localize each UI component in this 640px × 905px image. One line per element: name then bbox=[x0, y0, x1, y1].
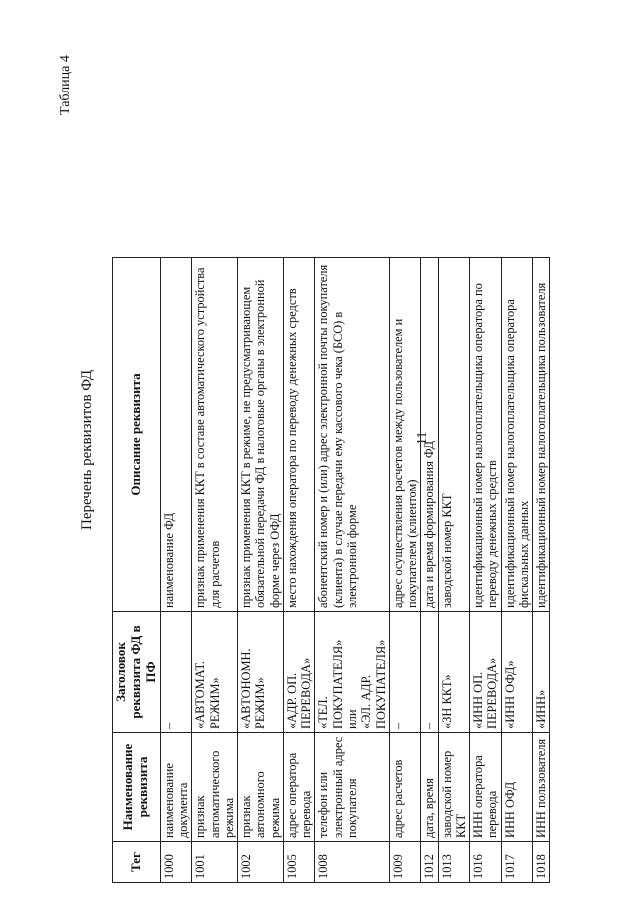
tag-cell: 1002 bbox=[238, 842, 284, 883]
table-row bbox=[533, 258, 550, 883]
tag-cell: 1018 bbox=[533, 842, 550, 883]
header-cell: «ИНН ОФД» bbox=[501, 612, 533, 733]
header-cell: «ИНН» bbox=[533, 612, 550, 733]
description-cell: идентификационный номер налогоплательщика оператора фискальных данных bbox=[501, 258, 533, 612]
column-header-description: Описание реквизита bbox=[113, 258, 161, 612]
description-cell: дата и время формирования ФД bbox=[421, 258, 438, 612]
table-row bbox=[501, 258, 533, 883]
page-number: 11 bbox=[415, 431, 430, 445]
header-cell: «АВТОМАТ. РЕЖИМ» bbox=[192, 612, 238, 733]
description-cell: признак применения ККТ в составе автоматического устройства для расчетов bbox=[192, 258, 238, 612]
tag-cell: 1005 bbox=[283, 842, 315, 883]
name-cell: дата, время bbox=[421, 733, 438, 842]
description-cell: абонентский номер и (или) адрес электронной почты покупателя (клиента) в случае передачи ему кассового чека (БСО) в электронной форме bbox=[315, 258, 389, 612]
description-cell: идентификационный номер налогоплательщика оператора по переводу денежных средств bbox=[470, 258, 502, 612]
table-row bbox=[389, 258, 421, 883]
tag-cell: 1001 bbox=[192, 842, 238, 883]
tag-cell: 1009 bbox=[389, 842, 421, 883]
column-header-pf-title: Заголовок реквизита ФД в ПФ bbox=[113, 612, 161, 733]
tag-cell: 1017 bbox=[501, 842, 533, 883]
table-row bbox=[283, 258, 315, 883]
description-cell: заводской номер ККТ bbox=[438, 258, 470, 612]
description-cell: идентификационный номер налогоплательщика пользователя bbox=[533, 258, 550, 612]
name-cell: телефон или электронный адрес покупателя bbox=[315, 733, 389, 842]
name-cell: признак автономного режима bbox=[238, 733, 284, 842]
header-cell: «ИНН ОП. ПЕРЕВОДА» bbox=[470, 612, 502, 733]
name-cell: наименование документа bbox=[160, 733, 192, 842]
table-row bbox=[438, 258, 470, 883]
tag-cell: 1012 bbox=[421, 842, 438, 883]
name-cell: адрес расчетов bbox=[389, 733, 421, 842]
table-row bbox=[315, 258, 389, 883]
tag-cell: 1016 bbox=[470, 842, 502, 883]
description-cell: признак применения ККТ в режиме, не предусматривающем обязательной передачи ФД в налоговые органы в электронной форме через ОФД bbox=[238, 258, 284, 612]
header-cell: «АДР. ОП. ПЕРЕВОДА» bbox=[283, 612, 315, 733]
header-cell: – bbox=[421, 612, 438, 733]
header-cell: «АВТОНОМН. РЕЖИМ» bbox=[238, 612, 284, 733]
name-cell: ИНН ОФД bbox=[501, 733, 533, 842]
name-cell: ИНН пользователя bbox=[533, 733, 550, 842]
description-cell: наименование ФД bbox=[160, 258, 192, 612]
name-cell: ИНН оператора перевода bbox=[470, 733, 502, 842]
table-label: Таблица 4 bbox=[58, 55, 73, 115]
description-cell: адрес осуществления расчетов между пользователем и покупателем (клиентом) bbox=[389, 258, 421, 612]
name-cell: заводской номер ККТ bbox=[438, 733, 470, 842]
table-row bbox=[470, 258, 502, 883]
table-row bbox=[192, 258, 238, 883]
name-cell: признак автоматического режима bbox=[192, 733, 238, 842]
table-row bbox=[421, 258, 438, 883]
table-row bbox=[238, 258, 284, 883]
table-row bbox=[160, 258, 192, 883]
header-cell: «ТЕЛ. ПОКУПАТЕЛЯ» или «ЭЛ. АДР. ПОКУПАТЕЛЯ» bbox=[315, 612, 389, 733]
tag-cell: 1000 bbox=[160, 842, 192, 883]
header-cell: «ЗН ККТ» bbox=[438, 612, 470, 733]
column-header-tag: Тег bbox=[113, 842, 161, 883]
table-header-row bbox=[113, 258, 161, 883]
header-cell: – bbox=[160, 612, 192, 733]
tag-cell: 1013 bbox=[438, 842, 470, 883]
name-cell: адрес оператора перевода bbox=[283, 733, 315, 842]
page-title: Перечень реквизитов ФД bbox=[79, 369, 95, 530]
header-cell: – bbox=[389, 612, 421, 733]
tag-cell: 1008 bbox=[315, 842, 389, 883]
description-cell: место нахождения оператора по переводу денежных средств bbox=[283, 258, 315, 612]
column-header-name: Наименование реквизита bbox=[113, 733, 161, 842]
requisites-table bbox=[112, 257, 550, 883]
